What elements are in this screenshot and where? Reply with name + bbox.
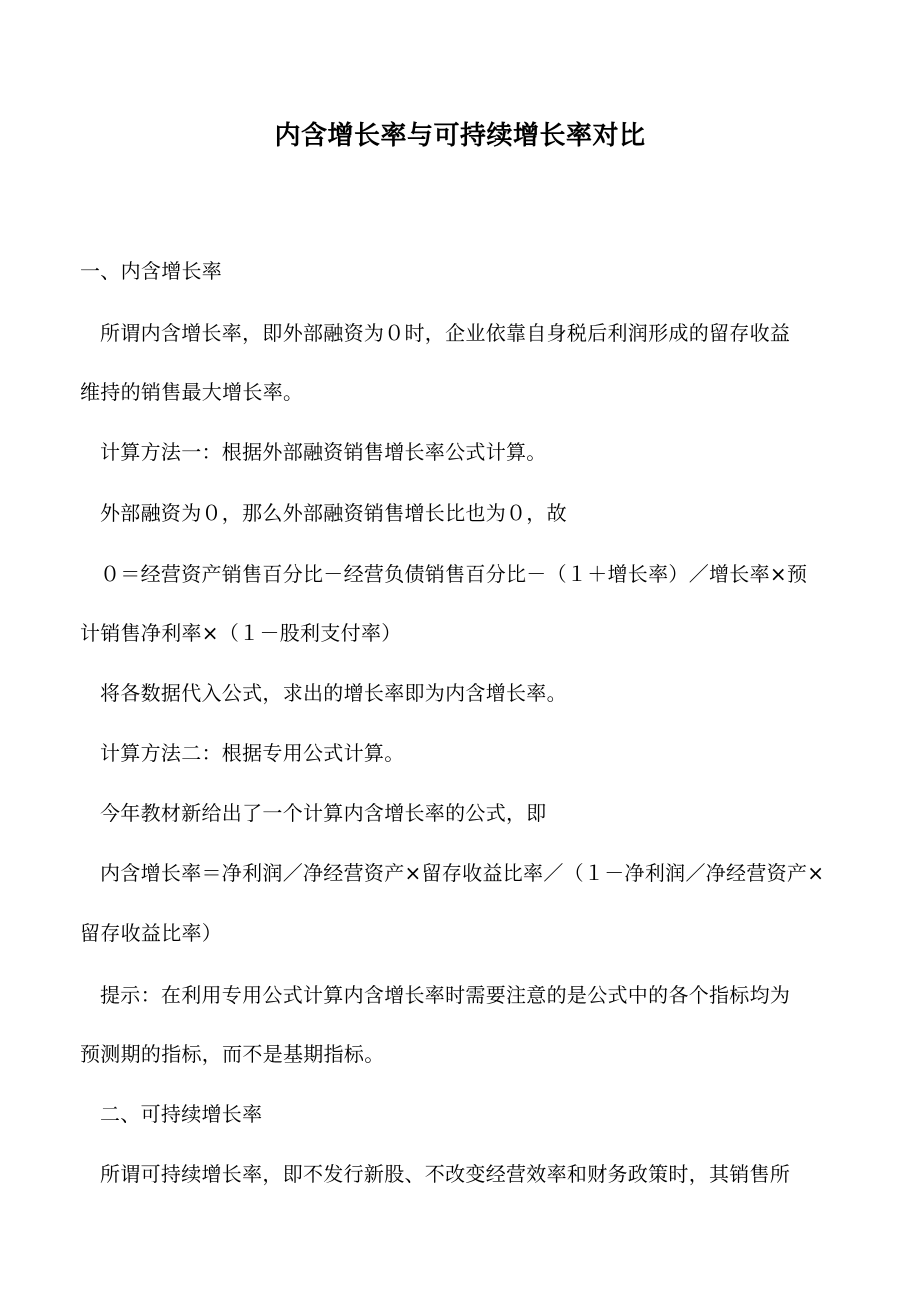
paragraph-line: 所谓可持续增长率，即不发行新股、不改变经营效率和财务政策时，其销售所 — [100, 1162, 791, 1186]
paragraph-line: 将各数据代入公式，求出的增长率即为内含增长率。 — [100, 681, 567, 705]
formula-line: 内含增长率＝净利润／净经营资产×留存收益比率／（１－净利润／净经营资产× — [100, 861, 825, 885]
section-heading-1: 一、内含增长率 — [80, 259, 223, 283]
paragraph-line: 今年教材新给出了一个计算内含增长率的公式，即 — [100, 801, 547, 825]
tip-line: 预测期的指标，而不是基期指标。 — [80, 1042, 385, 1066]
paragraph-line: 维持的销售最大增长率。 — [80, 380, 304, 404]
document-title: 内含增长率与可持续增长率对比 — [274, 121, 646, 151]
formula-line: 计销售净利率×（１－股利支付率） — [80, 621, 402, 645]
paragraph-line: 外部融资为０，那么外部融资销售增长比也为０，故 — [100, 501, 567, 525]
paragraph-line: 计算方法二：根据专用公式计算。 — [100, 741, 405, 765]
section-heading-2: 二、可持续增长率 — [100, 1102, 263, 1126]
formula-line: ０＝经营资产销售百分比－经营负债销售百分比－（１＋增长率）／增长率×预 — [100, 562, 808, 586]
paragraph-line: 计算方法一：根据外部融资销售增长率公式计算。 — [100, 440, 547, 464]
tip-line: 提示：在利用专用公式计算内含增长率时需要注意的是公式中的各个指标均为 — [100, 983, 791, 1007]
formula-line: 留存收益比率） — [80, 921, 223, 945]
paragraph-line: 所谓内含增长率，即外部融资为０时，企业依靠自身税后利润形成的留存收益 — [100, 321, 791, 345]
